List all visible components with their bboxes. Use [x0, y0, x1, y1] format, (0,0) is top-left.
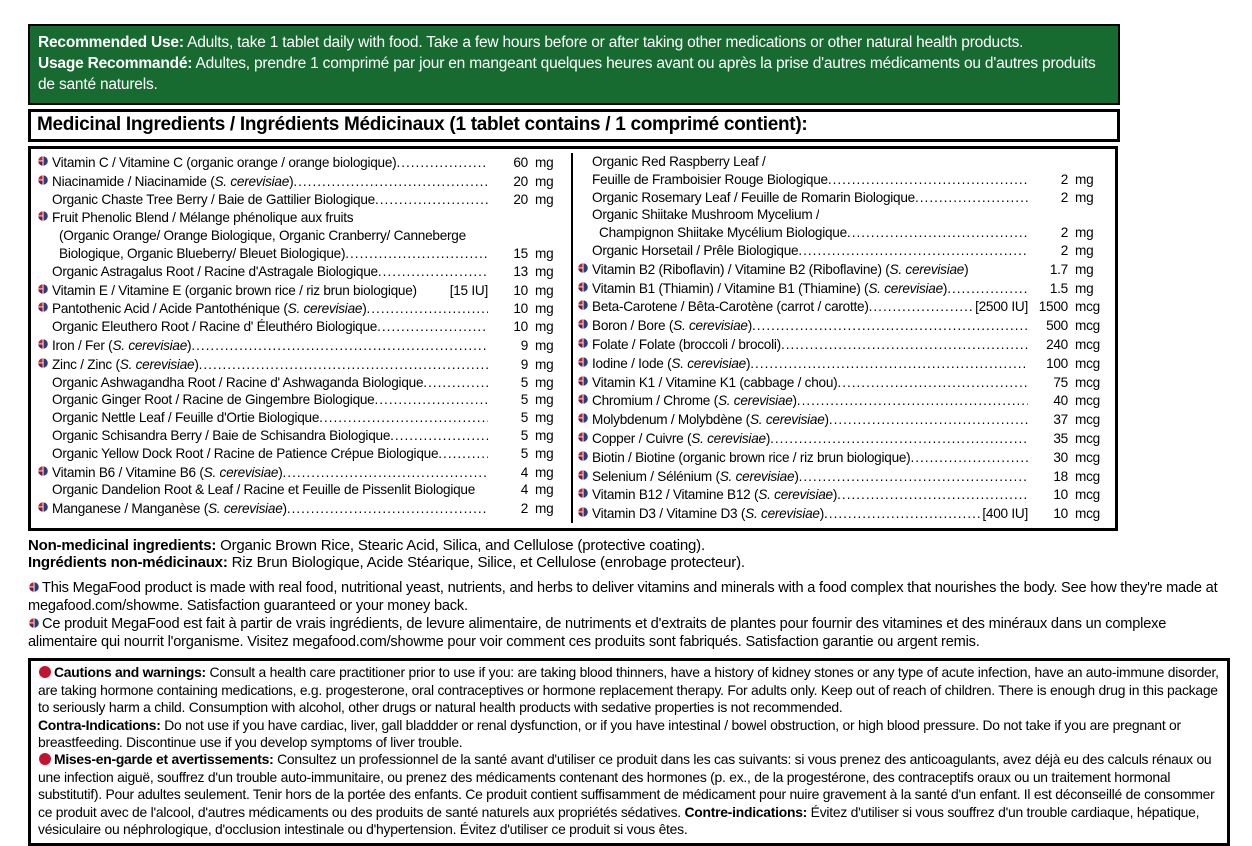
foodstate-swirl-icon-cell [37, 208, 52, 222]
ingredient-row [577, 206, 1107, 224]
cautions-box [28, 658, 1230, 846]
ingredient-amount: 5 [520, 427, 528, 443]
dot-leader [799, 468, 1028, 486]
ingredient-name: (Organic Orange/ Orange Biologique, Organic Cranberry/ Canneberge [59, 228, 466, 244]
ingredient-row [37, 299, 567, 318]
dot-leader [283, 464, 488, 482]
ingredient-row [37, 191, 567, 209]
dot-leader [915, 189, 1028, 207]
ingredient-unit: mg [1075, 280, 1094, 296]
non-medicinal-section [28, 537, 1228, 572]
ingredient-row [577, 504, 1107, 523]
dot-leader [824, 505, 980, 523]
cautions-heading: Contra-Indications: [38, 716, 161, 733]
foodstate-swirl-icon [577, 281, 589, 293]
foodstate-swirl-icon [37, 501, 49, 513]
foodstate-swirl-icon-cell [577, 410, 592, 424]
ingredient-name: Vitamin D3 / Vitamine D3 (S. cerevisiae) [592, 506, 825, 522]
ingredient-unit: mg [535, 501, 554, 517]
ingredient-unit: mcg [1075, 468, 1100, 484]
dot-leader [847, 224, 1028, 242]
foodstate-swirl-icon [37, 338, 49, 350]
ingredient-row [577, 410, 1107, 429]
red-bullet-icon [39, 753, 51, 765]
ingredient-row [577, 354, 1107, 373]
cautions-heading: Contre-indications: [684, 803, 808, 820]
ingredient-amount: 1.7 [1049, 261, 1068, 277]
ingredient-amount: 9 [520, 356, 528, 372]
ingredient-amount: 10 [1053, 506, 1068, 522]
ingredient-name: Organic Astragalus Root / Racine d'Astragale Biologique [52, 263, 378, 279]
dot-leader [910, 449, 1028, 467]
ingredient-unit: mcg [1075, 374, 1100, 390]
ingredient-unit: mg [1075, 189, 1094, 205]
ingredient-unit: mg [535, 282, 554, 298]
non-medicinal-label: Ingrédients non-médicinaux: [28, 554, 228, 572]
ingredient-unit: mg [1075, 225, 1094, 241]
dot-leader [345, 245, 488, 263]
recommended-use-fr-label: Usage Recommandé: [38, 55, 193, 72]
recommended-use-en-text: Adults, take 1 tablet daily with food. Take a few hours before or after taking other medications or other natural health products. [183, 34, 1024, 51]
ingredient-row [577, 171, 1107, 189]
ingredient-name: Organic Nettle Leaf / Feuille d'Ortie Biologique [52, 410, 320, 426]
dot-leader [423, 374, 488, 392]
ingredient-unit: mg [1075, 171, 1094, 187]
ingredient-amount: 60 [513, 155, 528, 170]
foodstate-swirl-icon [37, 465, 49, 477]
dot-leader [396, 154, 488, 172]
medicinal-ingredients-title: Medicinal Ingredients / Ingrédients Médicinaux (1 tablet contains / 1 comprimé contient): [37, 114, 808, 135]
cautions-heading: Cautions and warnings: [54, 664, 206, 681]
foodstate-swirl-icon [577, 506, 589, 518]
dot-leader [837, 374, 1028, 392]
ingredient-row [577, 189, 1107, 207]
ingredient-amount: 240 [1046, 336, 1068, 352]
foodstate-swirl-icon [577, 318, 589, 330]
ingredient-amount: 20 [513, 173, 528, 189]
foodstate-swirl-icon [577, 487, 589, 499]
cautions-text: Do not use if you have cardiac, liver, gall bladdder or renal dysfunction, or if you have intestinal / bowel obstruction, or high blood pressure. Do not take if you are pregnant or breastfeeding. Discontinue use if you develop symptoms of liver trouble. [38, 716, 1181, 750]
ingredient-row [37, 318, 567, 336]
iu-equivalent: [2500 IU] [975, 299, 1028, 315]
iu-equivalent: [400 IU] [982, 506, 1028, 522]
ingredient-row [37, 391, 567, 409]
iu-equivalent: [15 IU] [449, 282, 488, 298]
ingredient-row [37, 427, 567, 445]
ingredient-name: Beta-Carotene / Bêta-Carotène (carrot / carotte) [592, 299, 869, 315]
foodstate-swirl-icon-cell [37, 281, 52, 295]
ingredient-unit: mg [535, 155, 554, 170]
ingredient-name: Organic Yellow Dock Root / Racine de Patience Crépue Biologique [52, 445, 439, 461]
ingredient-row [577, 467, 1107, 486]
foodstate-swirl-icon [37, 283, 49, 295]
ingredient-name: Feuille de Framboisier Rouge Biologique [592, 171, 828, 187]
non-medicinal-line [28, 554, 1228, 572]
ingredient-row [577, 448, 1107, 467]
dot-leader [438, 445, 488, 463]
ingredient-row [37, 263, 567, 281]
foodstate-swirl-icon [28, 617, 40, 629]
ingredient-name: Biotin / Biotine (organic brown rice / riz brun biologique) [592, 449, 911, 465]
ingredient-name: Vitamin K1 / Vitamine K1 (cabbage / chou) [592, 374, 838, 390]
ingredient-unit: mcg [1075, 430, 1100, 446]
ingredient-amount: 20 [513, 191, 528, 207]
ingredient-unit: mg [535, 173, 554, 189]
dot-leader [199, 356, 488, 374]
supplement-facts-label [28, 24, 1228, 846]
ingredient-row [577, 429, 1107, 448]
foodstate-swirl-icon-cell [577, 354, 592, 368]
foodstate-swirl-icon-cell [577, 316, 592, 330]
ingredient-unit: mg [535, 191, 554, 207]
ingredient-amount: 10 [513, 319, 528, 335]
ingredient-row [37, 336, 567, 355]
dot-leader [869, 298, 973, 316]
dot-leader [781, 336, 1028, 354]
cautions-paragraph [38, 751, 1220, 838]
ingredient-amount: 10 [1053, 487, 1068, 503]
ingredient-unit: mg [535, 410, 554, 426]
ingredient-name: Niacinamide / Niacinamide (S. cerevisiae) [52, 173, 294, 189]
recommended-use-fr [38, 53, 1108, 95]
recommended-use-fr-text: Adultes, prendre 1 comprimé par jour en mangeant quelques heures avant ou après la prise d'autres médicaments ou d'autres produits de santé naturels. [38, 55, 1096, 93]
dot-leader [378, 263, 488, 281]
ingredient-row [577, 485, 1107, 504]
ingredient-name: Organic Eleuthero Root / Racine d' Éleuthéro Biologique [52, 319, 378, 335]
ingredient-unit: mg [535, 263, 554, 279]
foodstate-swirl-icon-cell [577, 297, 592, 311]
ingredient-unit: mcg [1075, 487, 1100, 503]
ingredient-name: Pantothenic Acid / Acide Pantothénique (S. cerevisiae) [52, 301, 367, 317]
ingredient-unit: mg [535, 445, 554, 461]
ingredient-unit: mg [535, 319, 554, 335]
dot-leader [390, 427, 488, 445]
ingredient-name: Biologique, Organic Blueberry/ Bleuet Biologique) [59, 245, 346, 261]
foodstate-swirl-icon-cell [577, 260, 592, 274]
ingredient-row [37, 153, 567, 172]
ingredient-amount: 4 [520, 464, 528, 480]
foodstate-swirl-icon-cell [577, 335, 592, 349]
foodstate-swirl-icon [37, 301, 49, 313]
non-medicinal-label: Non-medicinal ingredients: [28, 536, 217, 554]
ingredient-row [37, 374, 567, 392]
non-medicinal-text: Organic Brown Rice, Stearic Acid, Silica, and Cellulose (protective coating). [216, 536, 705, 554]
ingredient-name: Zinc / Zinc (S. cerevisiae) [52, 356, 199, 372]
dot-leader [293, 173, 488, 191]
ingredient-row [577, 153, 1107, 171]
foodstate-swirl-icon [577, 393, 589, 405]
ingredient-unit: mcg [1075, 355, 1100, 371]
ingredient-amount: 500 [1046, 318, 1068, 334]
foodstate-swirl-icon-cell [577, 467, 592, 481]
ingredient-name: Fruit Phenolic Blend / Mélange phénolique aux fruits [52, 210, 354, 226]
ingredient-unit: mg [535, 337, 554, 353]
foodstate-swirl-icon-cell [37, 299, 52, 313]
foodstate-swirl-icon [577, 299, 589, 311]
foodstate-swirl-icon [577, 356, 589, 368]
ingredient-name: Vitamin C / Vitamine C (organic orange / orange biologique) [52, 155, 397, 170]
ingredient-unit: mcg [1075, 299, 1100, 315]
cautions-paragraph [38, 717, 1220, 752]
foodstate-swirl-icon [577, 450, 589, 462]
ingredients-column-left [35, 153, 571, 523]
ingredient-name: Vitamin E / Vitamine E (organic brown rice / riz brun biologique) [52, 282, 417, 298]
ingredient-name: Organic Chaste Tree Berry / Baie de Gattilier Biologique [52, 191, 375, 207]
ingredient-name: Iron / Fer (S. cerevisiae) [52, 337, 192, 353]
dot-leader [752, 317, 1028, 335]
dot-leader [829, 411, 1028, 429]
ingredient-amount: 4 [520, 482, 528, 498]
ingredient-amount: 10 [513, 301, 528, 317]
ingredient-row [577, 260, 1107, 279]
dot-leader [287, 500, 488, 518]
recommended-use-en [38, 32, 1108, 53]
dot-leader [375, 391, 489, 409]
dot-leader [319, 409, 488, 427]
foodstate-swirl-icon [577, 412, 589, 424]
megafood-statement-text: This MegaFood product is made with real food, nutritional yeast, nutrients, and herbs to deliver vitamins and minerals with a food complex that nourishes the body. See how they're made at megafood.com/showme. Satisfaction guaranteed or your money back. [28, 579, 1218, 614]
ingredient-name: Boron / Bore (S. cerevisiae) [592, 318, 752, 334]
foodstate-swirl-icon-cell [577, 391, 592, 405]
dot-leader [750, 355, 1028, 373]
ingredient-row [37, 463, 567, 482]
ingredient-unit: mg [535, 464, 554, 480]
cautions-heading: Mises-en-garde et avertissements: [54, 751, 274, 768]
dot-leader [828, 171, 1028, 189]
ingredient-unit: mg [535, 356, 554, 372]
cautions-text: Consultez un professionnel de la santé avant d'utiliser ce produit dans les cas suivants: si vous prenez des anticoagulants, avez déjà eu des calculs rénaux ou une infection aiguë, souffrez d'un trouble auto-immunitaire, ou prenez des médicaments contenant des hormones (p. ex., de la progestérone, des contraceptifs oraux ou un traitement hormonal substitutif). Pour adultes seulement. Tenir hors de la portée des enfants. Ce produit contient suffisamment de médicament pour nuire gravement à la santé d'un enfant. Il est déconseillé de consommer ce produit avec de l'alcool, d'autres médicaments ou des produits de santé naturels aux propriétés sédatives. [38, 751, 1215, 820]
ingredient-name: Organic Dandelion Root & Leaf / Racine et Feuille de Pissenlit Biologique [52, 482, 476, 498]
dot-leader [837, 486, 1028, 504]
ingredient-row [577, 373, 1107, 392]
ingredient-amount: 75 [1053, 374, 1068, 390]
ingredient-amount: 2 [1060, 225, 1068, 241]
ingredient-amount: 100 [1046, 355, 1068, 371]
ingredient-row [37, 445, 567, 463]
ingredient-amount: 2 [1060, 189, 1068, 205]
ingredient-name: Iodine / Iode (S. cerevisiae) [592, 355, 751, 371]
dot-leader [770, 430, 1028, 448]
ingredient-row [37, 227, 567, 245]
ingredient-amount: 9 [520, 337, 528, 353]
ingredient-name: Manganese / Manganèse (S. cerevisiae) [52, 501, 287, 517]
foodstate-swirl-icon [28, 581, 40, 593]
ingredient-unit: mcg [1075, 393, 1100, 409]
ingredient-name: Organic Horsetail / Prêle Biologique [592, 242, 799, 258]
non-medicinal-line [28, 537, 1228, 555]
foodstate-swirl-icon [577, 375, 589, 387]
dot-leader [366, 300, 488, 318]
ingredient-name: Molybdenum / Molybdène (S. cerevisiae) [592, 412, 829, 428]
ingredient-amount: 35 [1053, 430, 1068, 446]
ingredient-name: Organic Ashwagandha Root / Racine d' Ashwaganda Biologique [52, 374, 424, 390]
ingredient-name: Vitamin B6 / Vitamine B6 (S. cerevisiae) [52, 464, 283, 480]
ingredient-amount: 1500 [1038, 299, 1068, 315]
ingredient-row [37, 281, 567, 300]
foodstate-swirl-icon [577, 337, 589, 349]
recommended-use-box [28, 24, 1120, 105]
foodstate-swirl-icon-cell [577, 429, 592, 443]
ingredient-amount: 5 [520, 445, 528, 461]
ingredient-name: Copper / Cuivre (S. cerevisiae) [592, 430, 771, 446]
foodstate-swirl-icon-cell [37, 336, 52, 350]
ingredient-name: Selenium / Sélénium (S. cerevisiae) [592, 468, 799, 484]
ingredient-row [577, 316, 1107, 335]
ingredient-row [37, 208, 567, 227]
megafood-statement [28, 580, 1228, 615]
ingredient-unit: mg [1075, 242, 1094, 258]
dot-leader [375, 191, 488, 209]
ingredient-unit: mg [535, 482, 554, 498]
ingredients-column-right [571, 153, 1111, 523]
ingredient-row [577, 297, 1107, 316]
foodstate-swirl-icon-cell [577, 485, 592, 499]
ingredient-name: Folate / Folate (broccoli / brocoli) [592, 336, 781, 352]
ingredient-row [37, 481, 567, 499]
ingredient-name: Organic Schisandra Berry / Baie de Schisandra Biologique [52, 427, 391, 443]
ingredient-amount: 5 [520, 374, 528, 390]
foodstate-swirl-icon [577, 262, 589, 274]
red-bullet-icon [39, 666, 51, 678]
ingredient-name: Vitamin B1 (Thiamin) / Vitamine B1 (Thiamine) (S. cerevisiae) [592, 280, 948, 296]
ingredient-row [37, 499, 567, 518]
foodstate-swirl-icon-cell [37, 499, 52, 513]
cautions-text: Consult a health care practitioner prior to use if you: are taking blood thinners, have a history of kidney stones or any type of acute infection, have an auto-immune disorder, are taking hormone containing medications, e.g. progesterone, oral contraceptives or hormone replacement therapy. For adults only. Keep out of reach of children. There is enough drug in this package to seriously harm a child. Consumption with alcohol, other drugs or natural health products with sedative properties is not recommended. [38, 664, 1219, 716]
ingredient-unit: mg [535, 427, 554, 443]
ingredient-name: Vitamin B12 / Vitamine B12 (S. cerevisiae) [592, 487, 838, 503]
ingredient-row [577, 335, 1107, 354]
megafood-statement-section [28, 580, 1228, 651]
ingredient-amount: 18 [1053, 468, 1068, 484]
foodstate-swirl-icon [37, 155, 49, 167]
foodstate-swirl-icon [37, 357, 49, 369]
ingredient-name: Organic Red Raspberry Leaf / [592, 154, 766, 169]
ingredient-amount: 1.5 [1049, 280, 1068, 296]
ingredient-amount: 15 [513, 245, 528, 261]
ingredient-unit: mg [535, 392, 554, 408]
ingredient-amount: 2 [520, 501, 528, 517]
megafood-statement-text: Ce produit MegaFood est fait à partir de vrais ingrédients, de levure alimentaire, de nutriments et d'extraits de plantes pour fournir des vitamines et des minéraux dans un complexe alimentaire qui nourrit l'organisme. Visitez megafood.com/showme pour voir comment ces produits sont fabriqués. Satisfaction garantie ou argent remis. [28, 616, 1167, 650]
foodstate-swirl-icon-cell [577, 448, 592, 462]
dot-leader [377, 318, 488, 336]
ingredient-amount: 40 [1053, 393, 1068, 409]
ingredient-row [577, 279, 1107, 298]
foodstate-swirl-icon [577, 469, 589, 481]
ingredients-panel [28, 146, 1118, 531]
dot-leader [191, 337, 488, 355]
ingredient-unit: mcg [1075, 318, 1100, 334]
ingredient-name: Organic Ginger Root / Racine de Gingembre Biologique [52, 392, 375, 408]
medicinal-ingredients-header [28, 109, 1120, 142]
foodstate-swirl-icon-cell [577, 504, 592, 518]
non-medicinal-text: Riz Brun Biologique, Acide Stéarique, Silice, et Cellulose (enrobage protecteur). [227, 554, 745, 572]
dot-leader [947, 280, 1028, 298]
ingredient-name: Organic Rosemary Leaf / Feuille de Romarin Biologique [592, 189, 915, 205]
ingredient-amount: 13 [513, 263, 528, 279]
foodstate-swirl-icon-cell [577, 279, 592, 293]
ingredient-unit: mg [535, 301, 554, 317]
foodstate-swirl-icon [37, 174, 49, 186]
foodstate-swirl-icon [577, 431, 589, 443]
ingredient-amount: 30 [1053, 449, 1068, 465]
ingredient-unit: mg [1075, 261, 1094, 277]
ingredient-name: Organic Shiitake Mushroom Mycelium / [592, 207, 820, 223]
cautions-paragraph [38, 664, 1220, 716]
ingredient-row [37, 245, 567, 263]
ingredient-row [37, 172, 567, 191]
ingredient-amount: 5 [520, 392, 528, 408]
foodstate-swirl-icon-cell [37, 153, 52, 167]
ingredient-unit: mcg [1075, 412, 1100, 428]
recommended-use-en-label: Recommended Use: [38, 34, 184, 51]
foodstate-swirl-icon-cell [577, 373, 592, 387]
ingredient-unit: mcg [1075, 336, 1100, 352]
foodstate-swirl-icon-cell [37, 172, 52, 186]
ingredient-unit: mcg [1075, 449, 1100, 465]
ingredient-row [577, 242, 1107, 260]
ingredient-row [577, 224, 1107, 242]
dot-leader [798, 242, 1028, 260]
ingredient-amount: 2 [1060, 171, 1068, 187]
ingredient-row [577, 391, 1107, 410]
ingredient-unit: mg [535, 245, 554, 261]
ingredient-unit: mg [535, 374, 554, 390]
dot-leader [797, 392, 1028, 410]
megafood-statement [28, 616, 1228, 651]
cautions-text: Évitez d'utiliser si vous souffrez d'un trouble cardiaque, hépatique, vésiculaire ou néphrologique, d'occlusion intestinale ou d'hypertension. Évitez d'utiliser ce produit si vous êtes. [38, 803, 1200, 837]
ingredient-name: Chromium / Chrome (S. cerevisiae) [592, 393, 797, 409]
ingredient-amount: 5 [520, 410, 528, 426]
ingredient-row [37, 409, 567, 427]
ingredient-amount: 10 [513, 282, 528, 298]
ingredient-amount: 2 [1060, 242, 1068, 258]
ingredient-unit: mcg [1075, 506, 1100, 522]
ingredient-row [37, 355, 567, 374]
ingredient-amount: 37 [1053, 412, 1068, 428]
ingredient-name: Champignon Shiitake Mycélium Biologique [599, 225, 847, 241]
ingredient-name: Vitamin B2 (Riboflavin) / Vitamine B2 (Riboflavine) (S. cerevisiae) [592, 261, 969, 277]
foodstate-swirl-icon [37, 210, 49, 222]
foodstate-swirl-icon-cell [37, 463, 52, 477]
foodstate-swirl-icon-cell [37, 355, 52, 369]
